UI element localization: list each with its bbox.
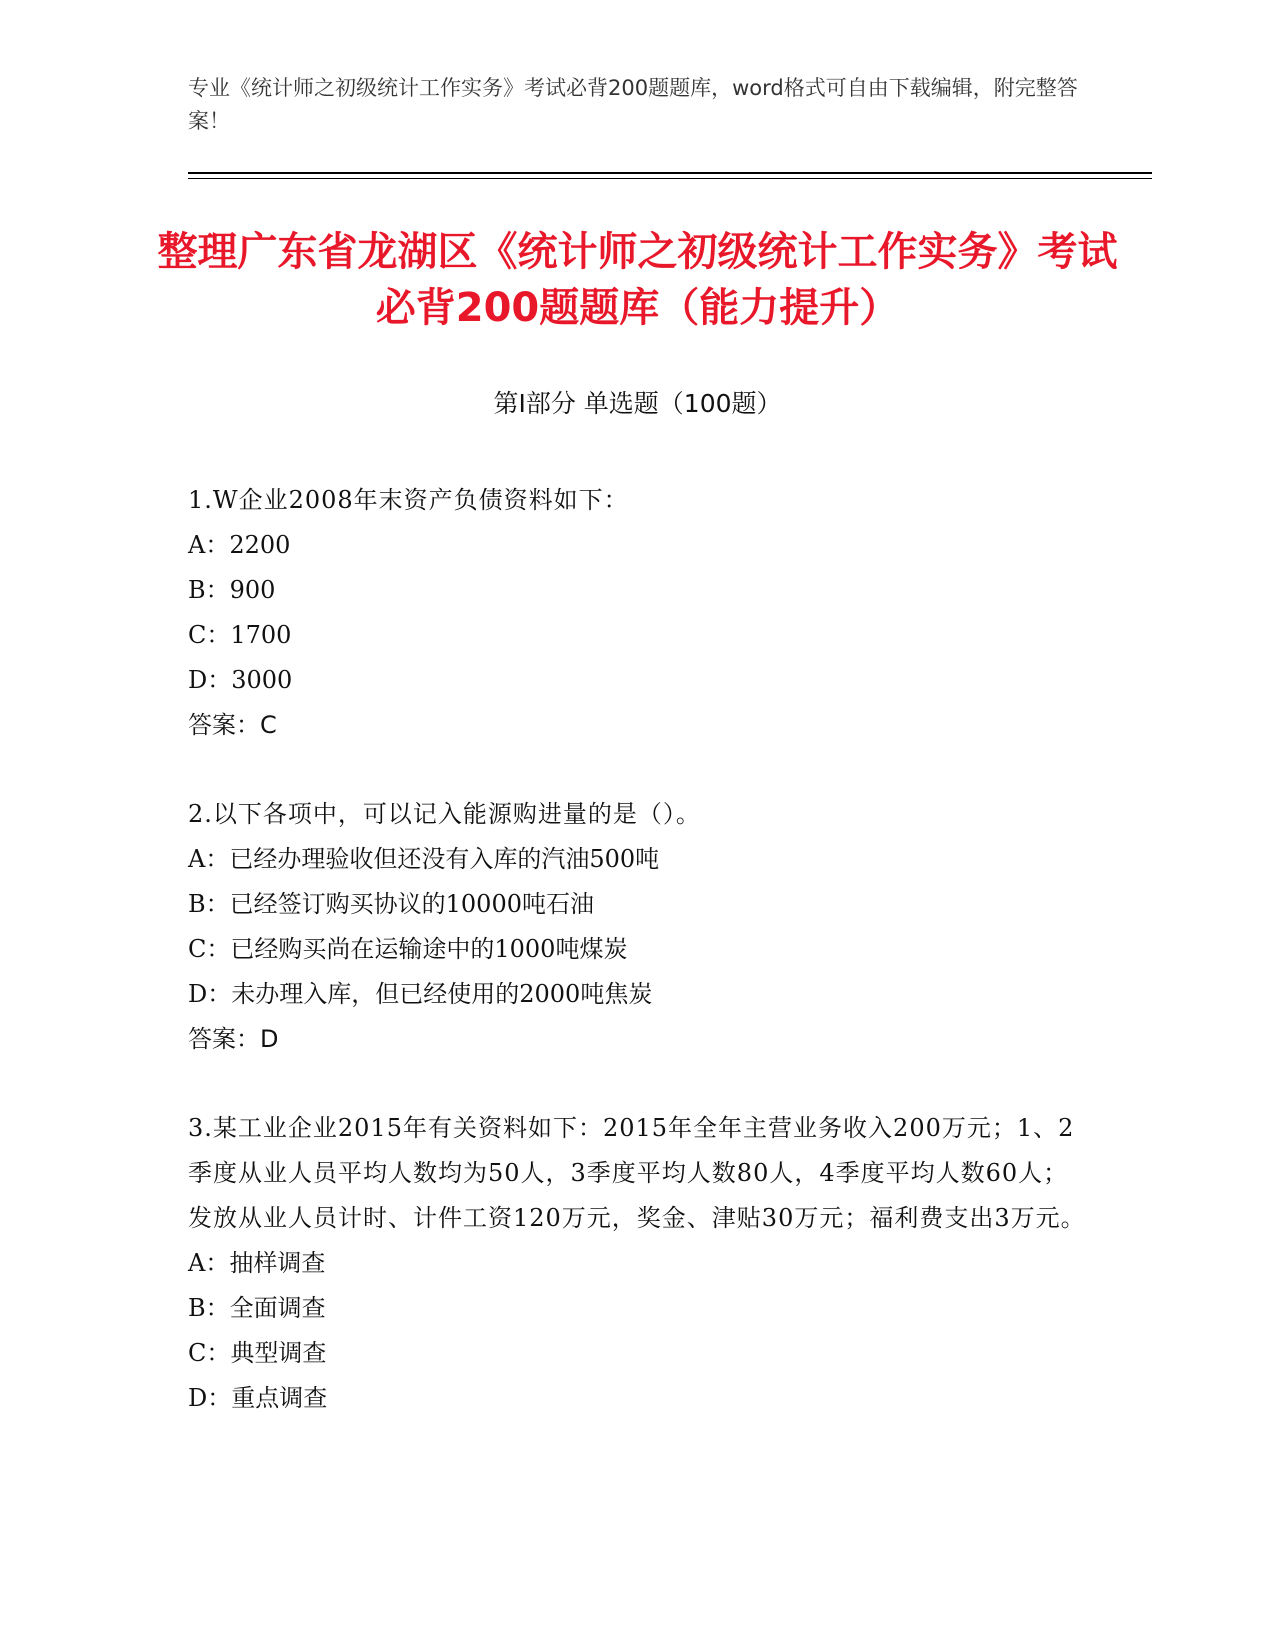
option-b: B：已经签订购买协议的10000吨石油: [188, 890, 594, 918]
question-stem: 3.某工业企业2015年有关资料如下：2015年全年主营业务收入200万元；1、2季度从业人员平均人数均为50人，3季度平均人数80人，4季度平均人数60人；发放从业人员计时、计件工资120万元，奖金、津贴30万元；福利费支出3万元。: [188, 1114, 1086, 1232]
answer: 答案：C: [188, 711, 277, 739]
question-stem: 1.W企业2008年末资产负债资料如下：: [188, 486, 629, 514]
option-d: D：未办理入库，但已经使用的2000吨焦炭: [188, 980, 653, 1008]
option-b: B：900: [188, 576, 276, 604]
question-stem: 2.以下各项中，可以记入能源购进量的是（）。: [188, 800, 701, 828]
option-c: C：1700: [188, 621, 292, 649]
question-2: [188, 792, 1088, 1062]
option-c: C：已经购买尚在运输途中的1000吨煤炭: [188, 935, 628, 963]
option-d: D：重点调查: [188, 1384, 328, 1412]
option-c: C：典型调查: [188, 1339, 327, 1367]
header-note: 专业《统计师之初级统计工作实务》考试必背200题题库，word格式可自由下载编辑，附完整答案！: [188, 76, 1078, 133]
question-list: [188, 478, 1088, 1465]
option-b: B：全面调查: [188, 1294, 326, 1322]
section-title: 第I部分 单选题（100题）: [493, 389, 782, 418]
option-a: A：2200: [188, 531, 291, 559]
option-d: D：3000: [188, 666, 293, 694]
header-divider-thin: [188, 178, 1152, 179]
question-3: [188, 1106, 1088, 1421]
document-title: 整理广东省龙湖区《统计师之初级统计工作实务》考试必背200题题库（能力提升）: [157, 229, 1118, 331]
option-a: A：已经办理验收但还没有入库的汽油500吨: [188, 845, 660, 873]
answer: 答案：D: [188, 1025, 279, 1053]
question-1: [188, 478, 1088, 748]
header-divider: [188, 172, 1152, 174]
option-a: A：抽样调查: [188, 1249, 326, 1277]
